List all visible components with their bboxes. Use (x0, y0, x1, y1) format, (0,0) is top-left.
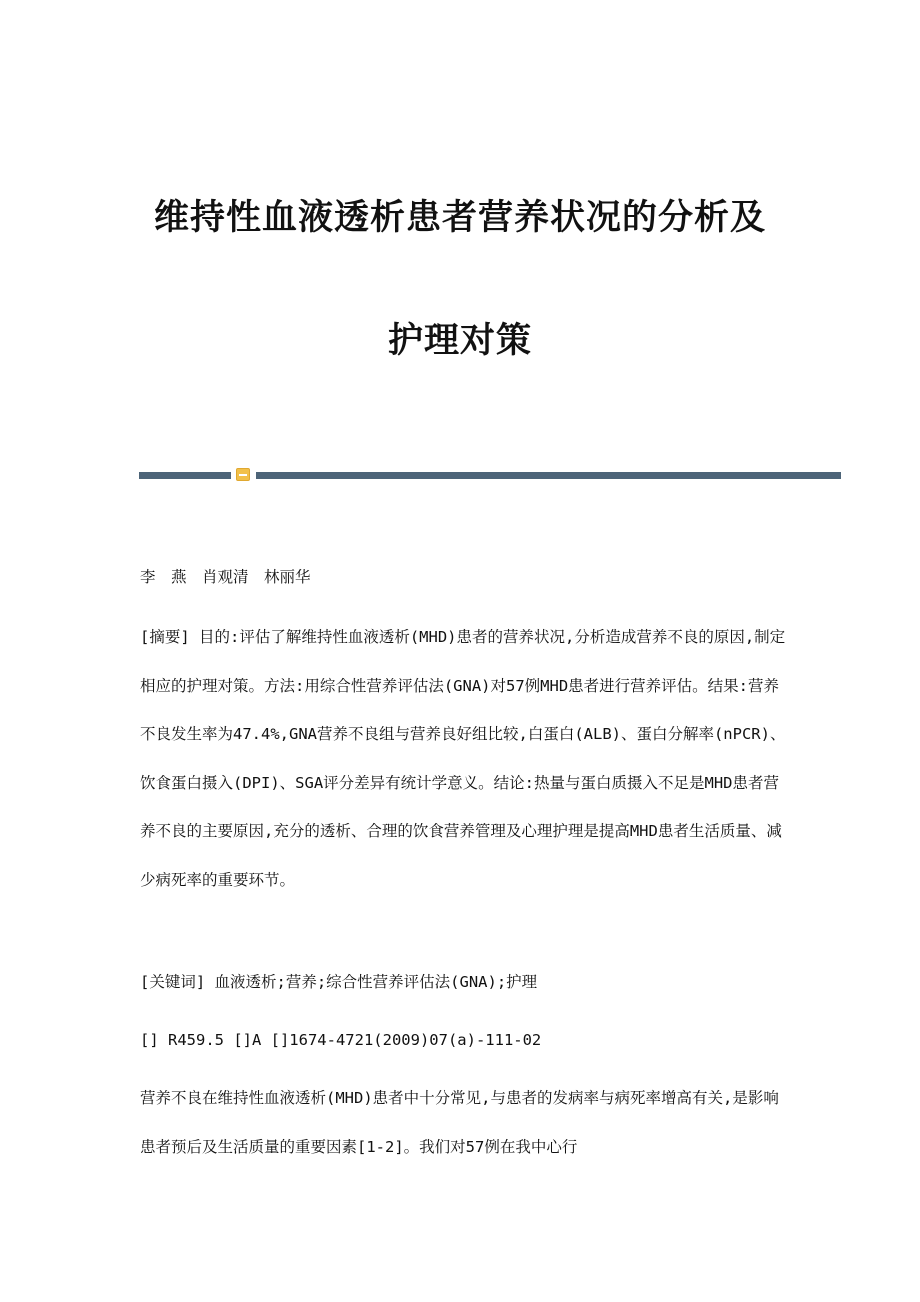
title-line-1: 维持性血液透析患者营养状况的分析及 (153, 197, 766, 238)
keywords: [关键词] 血液透析;营养;综合性营养评估法(GNA);护理 (140, 973, 538, 991)
classification-info: [] R459.5 []A []1674-4721(2009)07(a)-111-02 (140, 1031, 542, 1049)
abstract: [摘要] 目的:评估了解维持性血液透析(MHD)患者的营养状况,分析造成营养不良的原因,制定相应的护理对策。方法:用综合性营养评估法(GNA)对57例MHD患者进行营养评估。结果:营养不良发生率为47.4%,GNA营养不良组与营养良好组比较,白蛋白(ALB)、蛋白分解率(nPCR)、饮食蛋白摄入(DPI)、SGA评分差异有统计学意义。结论:热量与蛋白质摄入不足是MHD患者营养不良的主要原因,充分的透析、合理的饮食营养管理及心理护理是提高MHD患者生活质量、减少病死率的重要环节。 (140, 628, 786, 889)
title-divider (139, 467, 841, 483)
divider-emblem-icon (236, 468, 250, 481)
authors: 李 燕 肖观清 林丽华 (140, 568, 311, 586)
divider-bar-right (256, 472, 841, 479)
divider-bar-left (139, 472, 231, 479)
intro-paragraph: 营养不良在维持性血液透析(MHD)患者中十分常见,与患者的发病率与病死率增高有关,是影响患者预后及生活质量的重要因素[1-2]。我们对57例在我中心行 (140, 1089, 779, 1156)
title-line-2: 护理对策 (387, 320, 532, 361)
